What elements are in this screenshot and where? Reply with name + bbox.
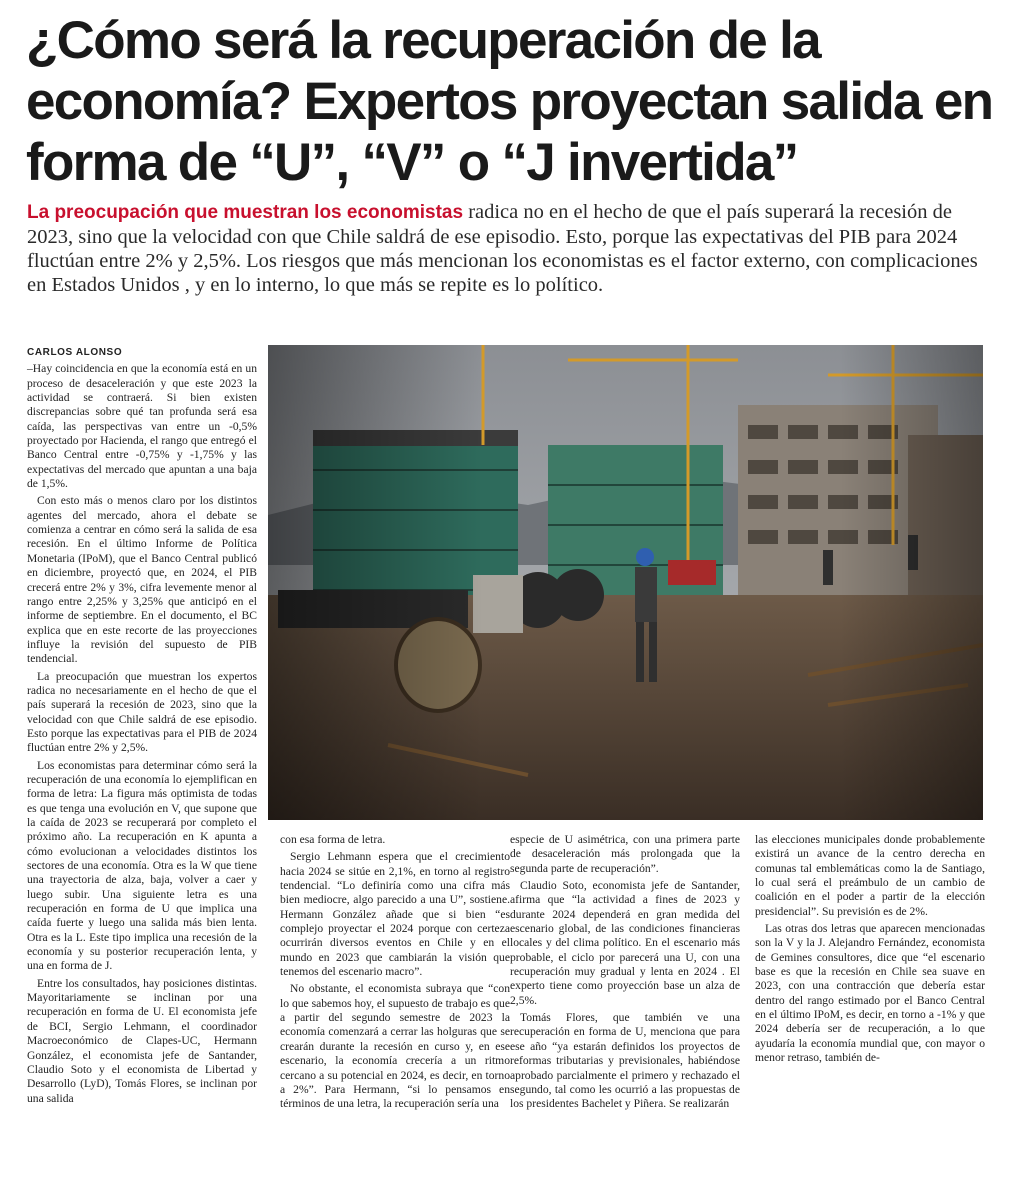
paragraph: Entre los consultados, hay posiciones distintas. Mayoritariamente se inclinan por una recuperación en forma de U. El economista jefe de BCI, Sergio Lehmann, el coordinador Macroeconómico de Clapes-UC, Hermann González, el economista jefe de Santander, Claudio Soto y el economista de Libertad y Desarrollo (LyD), Tomás Flores, se inclinan por una salida [27,976,257,1105]
paragraph: las elecciones municipales donde probablemente existirá un avance de la centro derecha en comunas tal emblemáticas como la de Santiago, lo cual será el preámbulo de un cambio de coalición en el poder a partir de la elección presidencial”. Su previsión es de 2%. [755,833,985,918]
paragraph: con esa forma de letra. [280,833,386,846]
headline: ¿Cómo será la recuperación de la economía? Expertos proyectan salida en forma de “U”, “V” o “J invertida” [26,11,993,192]
deck-lead: La preocupación que muestran los economistas [27,202,464,223]
paragraph: Sergio Lehmann espera que el crecimiento hacia 2024 se sitúe en 2,1%, en torno al registro tendencial. “Lo definiría como una cifra más bien mediocre, algo parecido a una U”, sostiene. Hermann González añade que si bien “es complejo proyectar el 2024 porque con certeza ocurrirán diversos eventos en Chile y en el mundo en 2023 que cambiarán la visión que tenemos del escenario macro”. [280,850,510,979]
paragraph: Las otras dos letras que aparecen mencionadas son la V y la J. Alejandro Fernández, economista de Gemines consultores, dice que “el escenario base es que la recesión en Chile sea suave en 2023, con una contracción que debería estar dentro del rango estimado por el Banco Central en el último IPoM, es decir, en torno a -1% y que 2024 debería ser de recuperación, a lo que ayudaría la economía mundial que, con mayor o menor retraso, también de- [755,922,985,1065]
construction-site-photo [268,345,983,820]
article-column-3 [510,833,740,1115]
deck-summary [27,200,992,297]
article-column-1 [27,346,257,1109]
paragraph: especie de U asimétrica, con una primera parte de desaceleración más prolongada que la segunda parte de recuperación”. [510,833,740,875]
paragraph: Tomás Flores, que también ve una recuperación en forma de U, menciona que para ese año “ya estarán definidos los proyectos de reformas tributarias y previsionales, habiéndose aprobado parcialmente el primero y rechazado el segundo, tal como les ocurrió a las propuestas de los presidentes Bachelet y Piñera. Se realizarán [510,1011,740,1111]
construction-site-illustration [268,345,983,820]
paragraph: Con esto más o menos claro por los distintos agentes del mercado, ahora el debate se comienza a centrar en cómo será la salida de esa recesión. En el último Informe de Política Monetaria (IPoM), que el Banco Central publicó en diciembre, proyectó que, en 2024, el PIB crecerá entre 2% y 3%, cifra levemente menor al rango entre 2,25% y 3,25% que anticipó en el informe de septiembre. En el documento, el BC explica que en este recorte de las proyecciones influye la revisión del supuesto de PIB tendencial. [27,494,257,666]
paragraph: La preocupación que muestran los expertos radica no necesariamente en el hecho de que el país superará la recesión de 2023, sino que la velocidad con que Chile saldrá de ese episodio. Esto porque las expectativas para el PIB de 2024 fluctúan entre 2% y 2,5%. [27,669,257,755]
paragraph: Claudio Soto, economista jefe de Santander, afirma que “la actividad a fines de 2023 y durante 2024 dependerá en gran medida del escenario global, de las condiciones financieras locales y del clima político. En el escenario más probable, el ciclo por parecerá una U, con una recuperación muy gradual y lenta en 2024 . El experto tiene como proyección base un alza de 2,5%. [510,879,740,1007]
byline: CARLOS ALONSO [27,347,123,358]
paragraph: –Hay coincidencia en que la economía está en un proceso de desaceleración y que este 2023 la actividad se contraerá. Si bien existen discrepancias sobre qué tan profunda será esa caída, las perspectivas van entre un -0,5% proyectado por Hacienda, el rango que entregó el Banco Central entre -0,75% y -1,75% y las expectativas del mercado que apuntan a una baja de 1,5%. [27,362,257,491]
paragraph: Los economistas para determinar cómo será la recuperación de una economía lo ejemplifican en forma de letra: La figura más optimista de todas es que tenga una evolución en V, que supone que la caída de 2023 se recuperará por completo el próximo año. La recuperación en K apunta a cómo evolucionan a velocidades distintos los sectores de una economía. Otra es la W que tiene una trayectoria de alza, baja, volver a caer y luego subir. Una siguiente letra es una recuperación en forma de U que implica una caída fuerte y luego una salida más bien lenta. Otra es la L. Este tipo implica una recesión de la economía y su posterior recuperación lenta, y una en forma de J. [27,758,257,973]
article-column-4 [755,833,985,1069]
paragraph: No obstante, el economista subraya que “con lo que sabemos hoy, el supuesto de trabajo es que a partir del segundo semestre de 2023 la economía comenzará a cerrar las holguras que se crearán durante la recesión en curso y, en ese escenario, la economía crecería a un ritmo cercano a su potencial en 2024, es decir, en torno a 2%”. Para Hermann, “si lo pensamos en términos de una letra, la recuperación sería una [280,982,510,1111]
article-column-2 [280,833,510,1115]
deck-body: radica no en el hecho de que el país superará la recesión de 2023, sino que la velocidad con que Chile saldrá de ese episodio. Esto, porque las expectativas del PIB para 2024 fluctúan entre 2% y 2,5%. Los riesgos que más mencionan los economistas es el factor externo, con complicaciones en Estados Unidos , y en lo interno, lo que más se repite es lo político. [27,201,978,296]
